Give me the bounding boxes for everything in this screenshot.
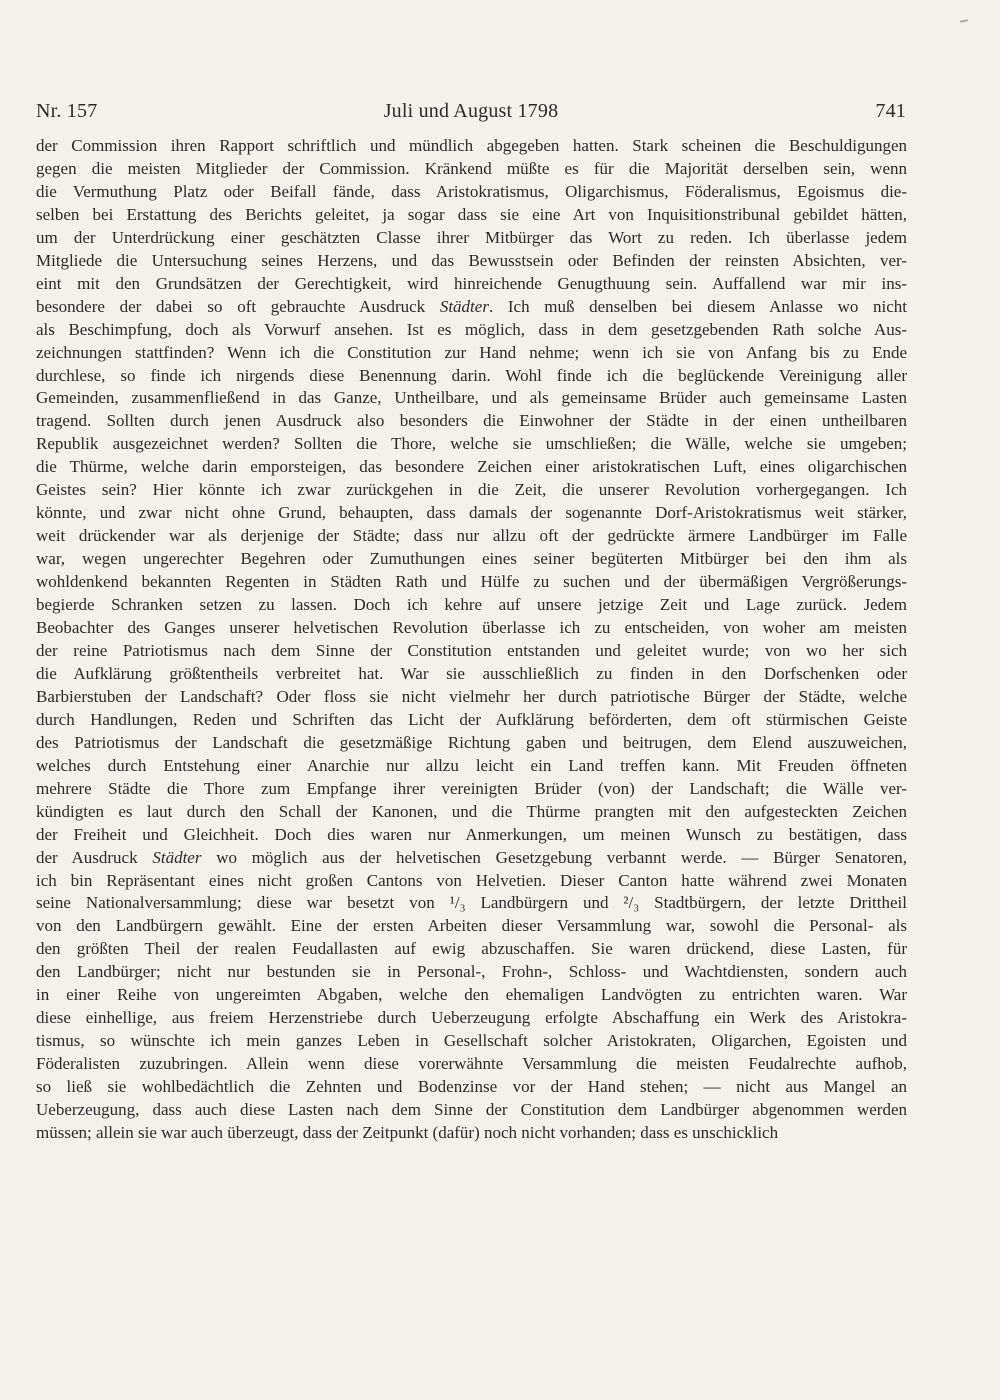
text-line: Ueberzeugung, dass auch diese Lasten nach dem Sinne der Constitution dem Landbürger abgenommen werden (36, 1100, 907, 1120)
text-line: durch Handlungen, Reden und Schriften das Licht der Aufklärung beförderten, dem oft stürmischen Geiste (36, 709, 907, 729)
text-line: des Patriotismus der Landschaft die gesetzmäßige Richtung gaben und beitrugen, dem Elend auszuweichen, (36, 732, 907, 752)
text-line: der Freiheit und Gleichheit. Doch dies waren nur Anmerkungen, um meinen Wunsch zu bestätigen, dass (36, 824, 907, 844)
text-line: seine Nationalversammlung; diese war besetzt von ¹/₃ Landbürgern und ²/₃ Stadtbürgern, der letzte Drittheil (36, 893, 907, 913)
text-line: Barbierstuben der Landschaft? Oder floss sie nicht vielmehr her durch patriotische Bürger der Städte, welche (36, 686, 907, 706)
text-line: Mitgliede die Untersuchung seines Herzens, und das Bewusstsein oder Befinden der reinsten Absichten, ver- (36, 250, 907, 270)
emphasized-word: Städter (152, 847, 202, 867)
text-line: um der Unterdrückung einer geschätzten Classe ihrer Mitbürger das Wort zu reden. Ich überlasse jedem (36, 227, 907, 247)
text-line: könnte, und zwar nicht ohne Grund, behaupten, dass damals der sogenannte Dorf-Aristokratismus weit stärker, (36, 503, 907, 523)
text-line: eint mit den Grundsätzen der Gerechtigkeit, wird hinreichende Genugthuung sein. Auffallend war mir ins- (36, 273, 907, 293)
text-line: Föderalisten zuzubringen. Allein wenn diese vorerwähnte Versammlung die meisten Feudalrechte aufhob, (36, 1054, 907, 1074)
text-line: von den Landbürgern gewählt. Eine der ersten Arbeiten dieser Versammlung war, sowohl die Personal- als (36, 916, 907, 936)
document-number: Nr. 157 (36, 100, 98, 122)
text-line: der Commission ihren Rapport schriftlich und mündlich abgegeben hatten. Stark scheinen die Beschuldigungen (36, 136, 907, 155)
text-line: Republik ausgezeichnet werden? Sollten die Thore, welche sie umschließen; die Wälle, welche sie umgeben; (36, 434, 907, 454)
text-line: ich bin Repräsentant eines nicht großen Cantons von Helvetien. Dieser Canton hatte während zwei Monaten (36, 870, 907, 890)
text-line: zeichnungen stattfinden? Wenn ich die Constitution zur Hand nehme; wenn ich sie von Anfang bis zu Ende (36, 342, 907, 362)
running-title: Juli und August 1798 (383, 100, 559, 122)
text-line: weit drückender war als derjenige der Städte; dass nur allzu oft der gedrückte ärmere Landbürger im Falle (36, 526, 907, 546)
text-line: müssen; allein sie war auch überzeugt, dass der Zeitpunkt (dafür) noch nicht vorhanden; dass es unschicklich (36, 1122, 779, 1142)
text-line: Beobachter des Ganges unserer helvetischen Revolution überlasse ich zu entscheiden, von woher am meisten (36, 618, 907, 638)
body-text (36, 135, 907, 1145)
text-line: diese einhellige, aus freiem Herzenstriebe durch Ueberzeugung erfolgte Abschaffung ein Werk des Aristokra- (36, 1008, 907, 1028)
text-line: als Beschimpfung, doch als Vorwurf ansehen. Ist es möglich, dass in dem gesetzgebenden Rath solche Aus- (36, 319, 907, 339)
text-line-with-emphasis: besondere der dabei so oft gebrauchte Ausdruck Städter. Ich muß denselben bei diesem Anlasse wo nicht (36, 296, 907, 316)
text-line: den größten Theil der realen Feudallasten auf ewig abzuschaffen. Sie waren drückend, diese Lasten, für (36, 939, 907, 959)
text-segment: wo möglich aus der helvetischen Gesetzgebung verbannt werde. — Bürger Senatoren, (216, 847, 907, 867)
text-segment: Ich muß denselben bei diesem Anlasse wo nicht (507, 296, 907, 316)
text-line: tismus, so wünschte ich mein ganzes Leben in Gesellschaft solcher Aristokraten, Oligarchen, Egoisten und (36, 1031, 907, 1051)
text-line: selben bei Erstattung des Berichts geleitet, ja sogar dass sie eine Art von Inquisitionstribunal gebildet hätten, (36, 204, 907, 224)
text-line: welches durch Entstehung einer Anarchie nur allzu leicht ein Land treffen kann. Mit Freuden öffneten (36, 755, 907, 775)
text-line: die Aufklärung größtentheils verbreitet hat. War sie ausschließlich zu finden in den Dorfschenken oder (36, 663, 907, 683)
text-line: gegen die meisten Mitglieder der Commission. Kränkend müßte es für die Majorität derselben sein, wenn (36, 158, 907, 178)
text-line: mehrere Städte die Thore zum Empfange ihrer vereinigten Brüder (von) der Landschaft; die Wälle ver- (36, 778, 907, 798)
emphasized-word: Städter (439, 296, 489, 316)
text-segment: besondere der dabei so oft gebrauchte Ausdruck (36, 296, 426, 316)
text-line: die Thürme, welche darin emporsteigen, das besondere Zeichen einer aristokratischen Luft, eines oligarchischen (36, 457, 907, 477)
text-line: Geistes sein? Hier könnte ich zwar zurückgehen in die Zeit, die unserer Revolution vorhergegangen. Ich (36, 480, 907, 500)
page-number: 741 (875, 100, 906, 122)
text-line-with-emphasis (36, 847, 907, 870)
text-line: durchlese, so finde ich nirgends diese Benennung darin. Wohl finde ich die beglückende Vereinigung aller (36, 365, 907, 385)
text-line: kündigten es laut durch den Schall der Kanonen, und die Thürme prangten mit den aufgesteckten Zeichen (36, 801, 907, 821)
text-line: war, wegen ungerechter Begehren oder Zumuthungen eines seiner begüterten Mitbürger bei den ihm als (36, 549, 907, 569)
text-segment: der Ausdruck (36, 847, 138, 867)
text-line: die Vermuthung Platz oder Beifall fände, dass Aristokratismus, Oligarchismus, Föderalismus, Egoismus die- (36, 181, 907, 201)
text-line: Gemeinden, zusammenfließend in das Ganze, Untheilbare, und als gemeinsame Brüder auch gemeinsame Lasten (36, 388, 907, 408)
text-line: tragend. Sollten durch jenen Ausdruck also besonders die Einwohner der Städte in der einen untheilbaren (36, 411, 907, 431)
text-line: so ließ sie wohlbedächtlich die Zehnten und Bodenzinse vor der Hand stehen; — nicht aus Mangel an (36, 1077, 907, 1097)
text-line: begierde Schranken setzen zu lassen. Doch ich kehre auf unsere jetzige Zeit und Lage zurück. Jedem (36, 595, 907, 615)
text-line: der reine Patriotismus nach dem Sinne der Constitution entstanden und geleitet wurde; von wo her sich (36, 640, 907, 660)
page-header (36, 96, 906, 126)
page-speck-mark (960, 19, 968, 23)
text-line: den Landbürger; nicht nur bestunden sie in Personal-, Frohn-, Schloss- und Wachtdiensten, sondern auch (36, 962, 907, 982)
text-line: wohldenkend bekannten Regenten in Städten Rath und Hülfe zu suchen und der übermäßigen Vergrößerungs- (36, 572, 907, 592)
text-line: in einer Reihe von ungereimten Abgaben, welche den ehemaligen Landvögten zu entrichten waren. War (36, 985, 907, 1005)
